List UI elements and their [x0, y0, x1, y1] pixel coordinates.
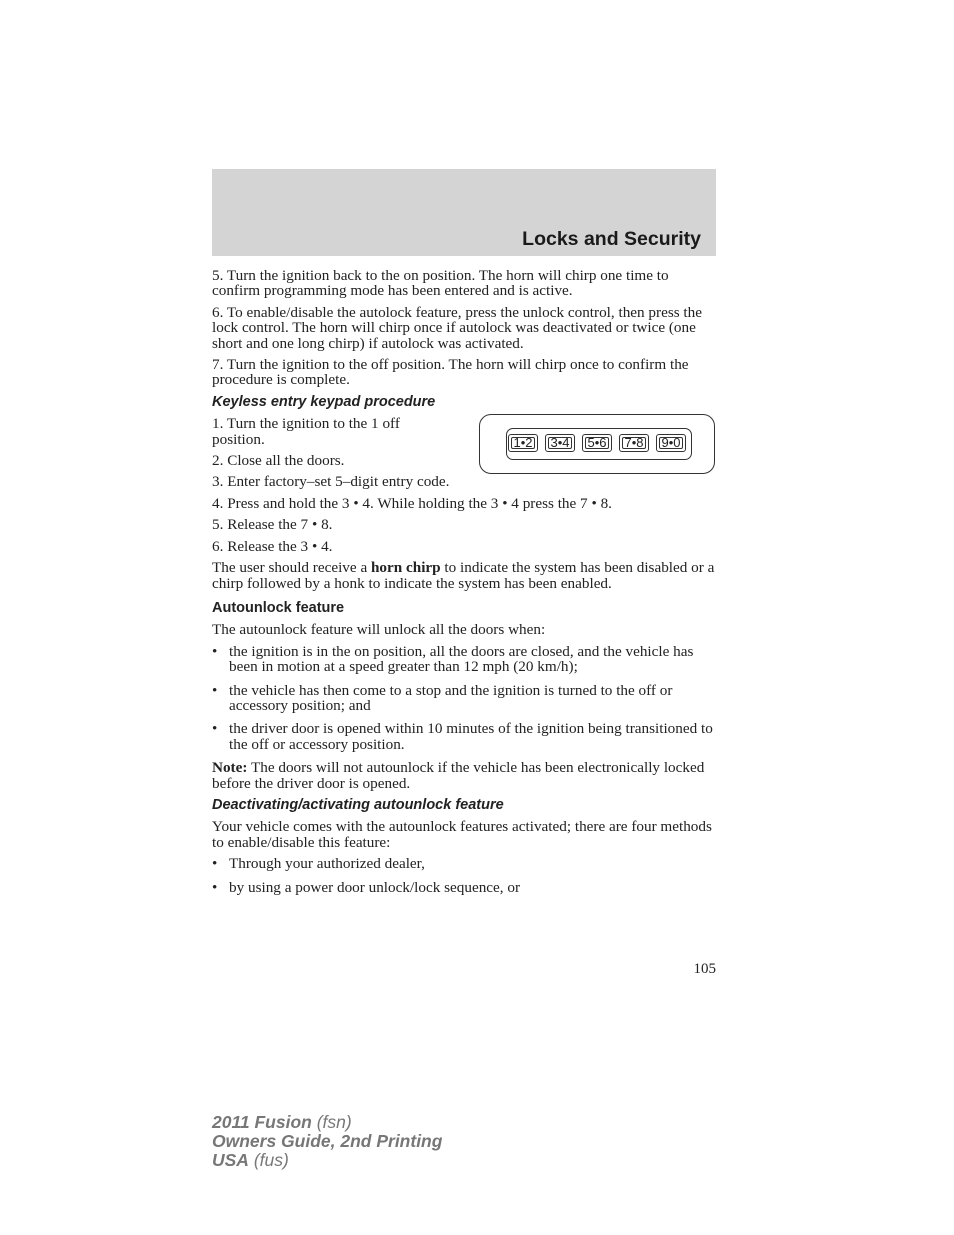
step-7-programming: 7. Turn the ignition to the off position. The horn will chirp once to confirm the procedure is complete. [212, 356, 689, 389]
list-item: • by using a power door unlock/lock sequence, or [212, 878, 521, 896]
footer-line-model: 2011 Fusion (fsn) [212, 1112, 352, 1132]
keypad-step-6: 6. Release the 3 • 4. [212, 537, 333, 555]
step-5-programming: 5. Turn the ignition back to the on position. The horn will chirp one time to confirm programming mode has been entered and is active. [212, 267, 669, 300]
keypad-result-paragraph [212, 560, 716, 591]
list-item: • the ignition is in the on position, all the doors are closed, and the vehicle has been in motion at a speed greater than 12 mph (20 km/h); [212, 642, 694, 676]
bullet-mark: • [212, 855, 218, 873]
list-item: • the vehicle has then come to a stop and the ignition is turned to the off or accessory position; and [212, 681, 673, 714]
keypad-key-5-6: 5•6 [582, 434, 612, 452]
deactivating-methods-list [212, 856, 716, 895]
result-text-after: to indicate the system has been disabled or a chirp followed by a honk to indicate the system has been enabled. [212, 559, 715, 592]
keypad-illustration [479, 414, 715, 474]
page-number: 105 [693, 961, 716, 977]
result-text-bold: horn chirp [370, 559, 441, 577]
section-header-band [212, 169, 716, 256]
bullet-mark: • [212, 642, 218, 660]
document-footer [212, 1113, 442, 1170]
keypad-key-1-2: 1•2 [508, 434, 538, 452]
step-6-programming: 6. To enable/disable the autolock feature, press the unlock control, then press the lock control. The horn will chirp once if autolock was deactivated or twice (one short and one long chirp) if autolock was activated. [212, 303, 702, 352]
keypad-procedure-block [212, 416, 716, 490]
keypad-step-1: 1. Turn the ignition to the 1 off position. [212, 415, 400, 448]
footer-line-guide: Owners Guide, 2nd Printing [212, 1131, 443, 1151]
keypad-step-5: 5. Release the 7 • 8. [212, 516, 333, 534]
keypad-step-2: 2. Close all the doors. [212, 452, 345, 470]
bullet-mark: • [212, 878, 218, 896]
note-label: Note: [212, 759, 248, 777]
deactivating-heading: Deactivating/activating autounlock feature [212, 796, 504, 813]
keypad-key-9-0: 9•0 [656, 434, 686, 452]
result-text-before: The user should receive a [212, 559, 371, 577]
note-text: The doors will not autounlock if the vehicle has been electronically locked before the driver door is opened. [212, 759, 705, 792]
page-content [212, 268, 716, 903]
list-item: • the driver door is opened within 10 minutes of the ignition being transitioned to the off or accessory position. [212, 720, 713, 753]
section-title: Locks and Security [522, 228, 701, 250]
autounlock-note [212, 760, 716, 791]
bullet-mark: • [212, 681, 218, 699]
autounlock-heading: Autounlock feature [212, 599, 345, 616]
bullet-mark: • [212, 720, 218, 738]
autounlock-intro: The autounlock feature will unlock all the doors when: [212, 621, 546, 639]
keypad-key-7-8: 7•8 [619, 434, 649, 452]
keypad-step-4: 4. Press and hold the 3 • 4. While holding the 3 • 4 press the 7 • 8. [212, 494, 612, 512]
keypad-step-3: 3. Enter factory–set 5–digit entry code. [212, 473, 450, 491]
deactivating-intro: Your vehicle comes with the autounlock features activated; there are four methods to enable/disable this feature: [212, 818, 712, 851]
keypad-procedure-heading: Keyless entry keypad procedure [212, 393, 436, 410]
list-item: • Through your authorized dealer, [212, 855, 425, 873]
keypad-key-3-4: 3•4 [545, 434, 575, 452]
autounlock-conditions-list [212, 644, 716, 752]
footer-line-market: USA (fus) [212, 1150, 289, 1170]
